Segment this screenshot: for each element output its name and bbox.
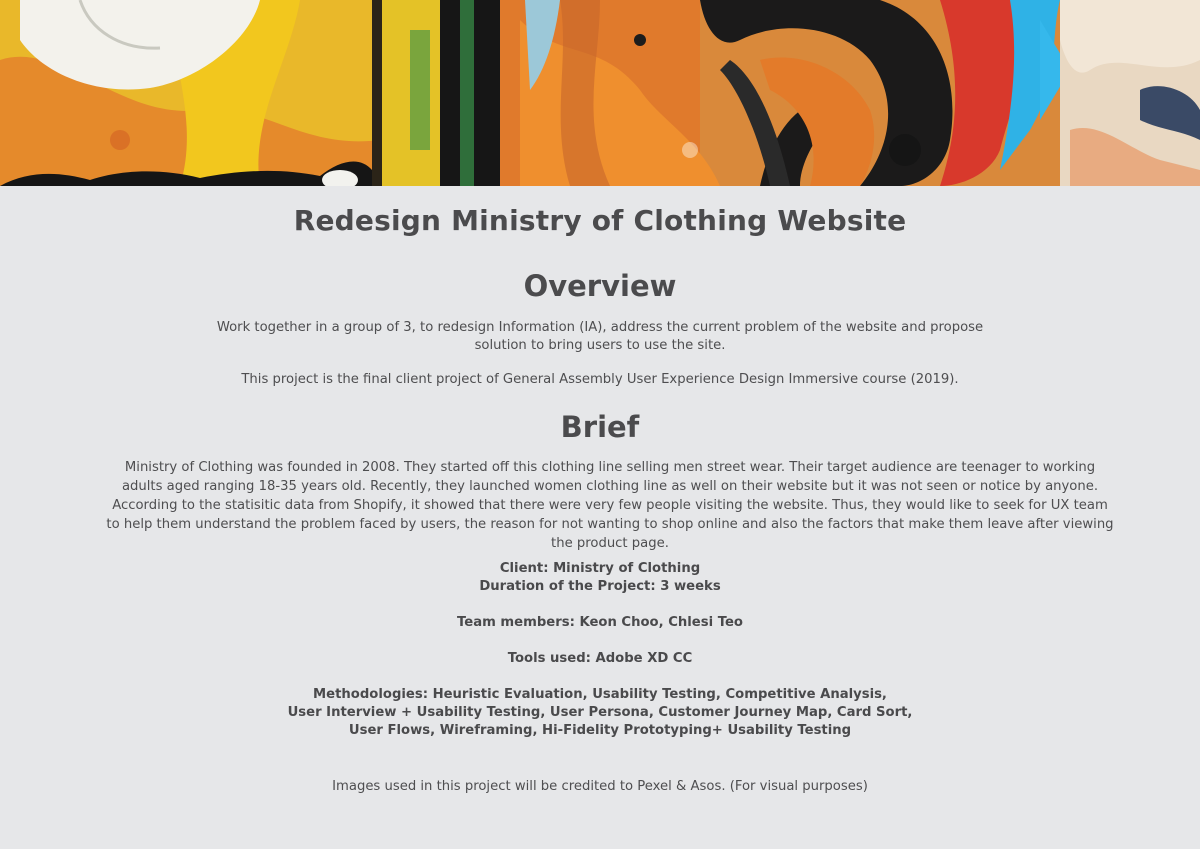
brief-paragraph: Ministry of Clothing was founded in 2008. They started off this clothing line selling men street wear. Their target audience are teenager to working adults aged ranging 18-35 years old. Recently, they launched women clothing line as well on their website but it was not seen or notice by anyone. According to the statisitic data from Shopify, it showed that there were very few people visiting the website. Thus, they would like to seek for UX team to help them understand the problem faced by users, the reason for not wanting to shop online and also the factors that make them leave after viewing the product page.	[106, 460, 1114, 551]
methodologies-detail	[0, 686, 1200, 740]
overview-paragraph: Work together in a group of 3, to redesign Information (IA), address the current problem of the website and propose solution to bring users to use the site.	[216, 320, 984, 353]
client-detail: Client: Ministry of Clothing	[499, 561, 701, 576]
brief-heading: Brief	[560, 410, 640, 444]
tools-detail: Tools used: Adobe XD CC	[507, 651, 693, 666]
team-members-detail: Team members: Keon Choo, Chlesi Teo	[457, 615, 743, 630]
page-title: Redesign Ministry of Clothing Website	[293, 204, 907, 237]
hero-graffiti-image	[0, 0, 1200, 186]
methodologies-line: User Interview + Usability Testing, User Persona, Customer Journey Map, Card Sort,	[287, 705, 913, 720]
methodologies-line: User Flows, Wireframing, Hi-Fidelity Prototyping+ Usability Testing	[348, 723, 852, 738]
overview-heading: Overview	[523, 269, 677, 303]
project-content	[0, 186, 1200, 849]
overview-course-paragraph: This project is the final client project of General Assembly User Experience Design Immersive course (2019).	[241, 372, 959, 387]
duration-detail: Duration of the Project: 3 weeks	[479, 579, 721, 594]
graffiti-wall-image	[0, 0, 1200, 186]
methodologies-line: Methodologies: Heuristic Evaluation, Usability Testing, Competitive Analysis,	[313, 687, 887, 702]
image-credits: Images used in this project will be credited to Pexel & Asos. (For visual purposes)	[332, 779, 868, 794]
